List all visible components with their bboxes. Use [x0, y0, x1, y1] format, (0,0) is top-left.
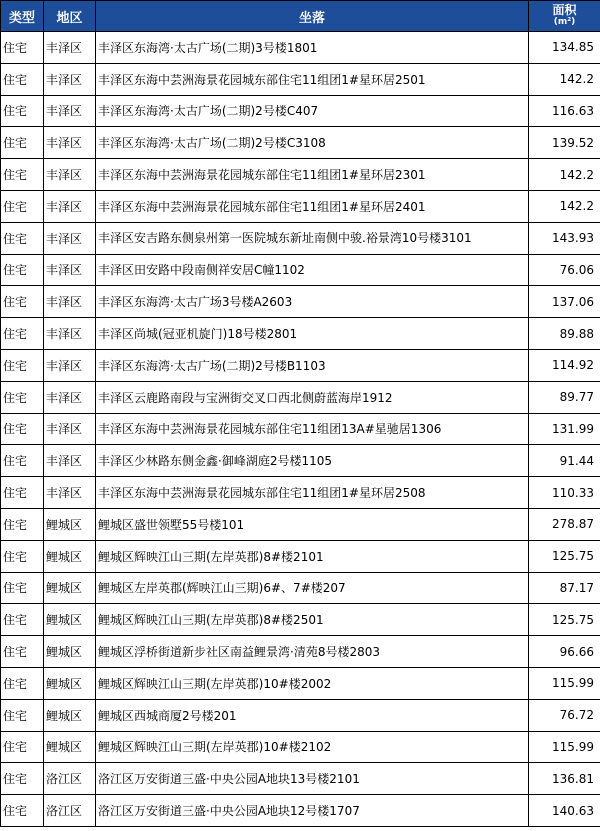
cell-size: 136.81	[529, 763, 600, 795]
cell-location: 丰泽区东海中芸洲海景花园城东部住宅11组团13A#星驰居1306	[96, 413, 529, 445]
table-row	[1, 318, 600, 350]
header-location: 坐落	[96, 1, 529, 32]
table-row	[1, 508, 600, 540]
cell-size: 139.52	[529, 127, 600, 159]
header-size-unit: (m²)	[553, 17, 576, 27]
cell-type: 住宅	[1, 477, 44, 509]
table-row	[1, 731, 600, 763]
cell-location: 鲤城区盛世领墅55号楼101	[96, 508, 529, 540]
cell-type: 住宅	[1, 95, 44, 127]
cell-area: 鲤城区	[44, 699, 96, 731]
table-row	[1, 63, 600, 95]
cell-type: 住宅	[1, 763, 44, 795]
cell-type: 住宅	[1, 381, 44, 413]
cell-type: 住宅	[1, 667, 44, 699]
table-row	[1, 604, 600, 636]
cell-size: 114.92	[529, 349, 600, 381]
cell-size: 91.44	[529, 445, 600, 477]
cell-type: 住宅	[1, 636, 44, 668]
cell-location: 丰泽区东海湾·太古广场(二期)2号楼B1103	[96, 349, 529, 381]
cell-size: 125.75	[529, 604, 600, 636]
cell-location: 丰泽区安吉路东侧泉州第一医院城东新址南侧中骏.裕景湾10号楼3101	[96, 222, 529, 254]
cell-area: 丰泽区	[44, 254, 96, 286]
cell-location: 丰泽区云鹿路南段与宝洲街交叉口西北侧蔚蓝海岸1912	[96, 381, 529, 413]
cell-area: 丰泽区	[44, 413, 96, 445]
header-area: 地区	[44, 1, 96, 32]
cell-size: 87.17	[529, 572, 600, 604]
cell-type: 住宅	[1, 254, 44, 286]
header-size	[529, 1, 600, 32]
table-row	[1, 667, 600, 699]
cell-area: 鲤城区	[44, 508, 96, 540]
cell-location: 鲤城区浮桥街道新步社区南益鲤景湾·清苑8号楼2803	[96, 636, 529, 668]
table-row	[1, 413, 600, 445]
cell-type: 住宅	[1, 32, 44, 64]
cell-type: 住宅	[1, 63, 44, 95]
cell-type: 住宅	[1, 795, 44, 827]
cell-location: 鲤城区辉映江山三期(左岸英郡)8#楼2501	[96, 604, 529, 636]
table-row	[1, 127, 600, 159]
cell-area: 鲤城区	[44, 604, 96, 636]
cell-area: 鲤城区	[44, 667, 96, 699]
cell-location: 丰泽区东海湾·太古广场(二期)2号楼C3108	[96, 127, 529, 159]
table-row	[1, 763, 600, 795]
cell-location: 丰泽区东海湾·太古广场(二期)2号楼C407	[96, 95, 529, 127]
cell-type: 住宅	[1, 604, 44, 636]
table-row	[1, 445, 600, 477]
cell-area: 丰泽区	[44, 159, 96, 191]
cell-area: 丰泽区	[44, 95, 96, 127]
cell-location: 丰泽区少林路东侧金鑫·御峰湖庭2号楼1105	[96, 445, 529, 477]
cell-area: 鲤城区	[44, 731, 96, 763]
table-row	[1, 477, 600, 509]
cell-area: 丰泽区	[44, 222, 96, 254]
cell-area: 丰泽区	[44, 318, 96, 350]
cell-size: 115.99	[529, 667, 600, 699]
cell-area: 丰泽区	[44, 32, 96, 64]
table-row	[1, 572, 600, 604]
table-row	[1, 254, 600, 286]
cell-area: 鲤城区	[44, 636, 96, 668]
cell-type: 住宅	[1, 318, 44, 350]
table-row	[1, 349, 600, 381]
cell-size: 89.88	[529, 318, 600, 350]
cell-size: 140.63	[529, 795, 600, 827]
cell-location: 丰泽区东海中芸洲海景花园城东部住宅11组团1#星环居2508	[96, 477, 529, 509]
table-row	[1, 286, 600, 318]
cell-size: 134.85	[529, 32, 600, 64]
cell-size: 143.93	[529, 222, 600, 254]
cell-size: 131.99	[529, 413, 600, 445]
cell-type: 住宅	[1, 445, 44, 477]
cell-location: 鲤城区辉映江山三期(左岸英郡)8#楼2101	[96, 540, 529, 572]
header-type: 类型	[1, 1, 44, 32]
cell-size: 76.06	[529, 254, 600, 286]
cell-location: 鲤城区辉映江山三期(左岸英郡)10#楼2102	[96, 731, 529, 763]
table-row	[1, 636, 600, 668]
cell-size: 76.72	[529, 699, 600, 731]
cell-area: 丰泽区	[44, 63, 96, 95]
cell-type: 住宅	[1, 349, 44, 381]
table-row	[1, 795, 600, 827]
table-header-row	[1, 1, 600, 32]
cell-area: 丰泽区	[44, 127, 96, 159]
cell-size: 110.33	[529, 477, 600, 509]
header-size-label: 面积	[552, 3, 577, 17]
cell-type: 住宅	[1, 127, 44, 159]
cell-area: 鲤城区	[44, 572, 96, 604]
table-row	[1, 159, 600, 191]
table-row	[1, 222, 600, 254]
cell-area: 洛江区	[44, 763, 96, 795]
cell-size: 278.87	[529, 508, 600, 540]
cell-area: 丰泽区	[44, 190, 96, 222]
cell-location: 鲤城区西城商厦2号楼201	[96, 699, 529, 731]
cell-type: 住宅	[1, 222, 44, 254]
cell-type: 住宅	[1, 572, 44, 604]
cell-type: 住宅	[1, 159, 44, 191]
cell-area: 鲤城区	[44, 540, 96, 572]
cell-area: 丰泽区	[44, 445, 96, 477]
table-row	[1, 381, 600, 413]
cell-location: 鲤城区左岸英郡(辉映江山三期)6#、7#楼207	[96, 572, 529, 604]
cell-type: 住宅	[1, 508, 44, 540]
cell-location: 丰泽区尚城(冠亚机旋门)18号楼2801	[96, 318, 529, 350]
cell-size: 116.63	[529, 95, 600, 127]
table-row	[1, 699, 600, 731]
cell-size: 142.2	[529, 190, 600, 222]
cell-location: 洛江区万安街道三盛·中央公园A地块13号楼2101	[96, 763, 529, 795]
cell-area: 洛江区	[44, 795, 96, 827]
cell-location: 丰泽区东海中芸洲海景花园城东部住宅11组团1#星环居2501	[96, 63, 529, 95]
cell-type: 住宅	[1, 413, 44, 445]
table-row	[1, 32, 600, 64]
cell-size: 142.2	[529, 63, 600, 95]
cell-location: 鲤城区辉映江山三期(左岸英郡)10#楼2002	[96, 667, 529, 699]
cell-size: 96.66	[529, 636, 600, 668]
cell-area: 丰泽区	[44, 349, 96, 381]
cell-location: 丰泽区东海湾·太古广场3号楼A2603	[96, 286, 529, 318]
cell-location: 丰泽区东海中芸洲海景花园城东部住宅11组团1#星环居2401	[96, 190, 529, 222]
table-row	[1, 540, 600, 572]
cell-area: 丰泽区	[44, 286, 96, 318]
cell-location: 丰泽区东海中芸洲海景花园城东部住宅11组团1#星环居2301	[96, 159, 529, 191]
table-row	[1, 95, 600, 127]
cell-size: 89.77	[529, 381, 600, 413]
cell-area: 丰泽区	[44, 381, 96, 413]
cell-location: 洛江区万安街道三盛·中央公园A地块12号楼1707	[96, 795, 529, 827]
cell-size: 125.75	[529, 540, 600, 572]
cell-location: 丰泽区田安路中段南侧祥安居C幢1102	[96, 254, 529, 286]
cell-size: 137.06	[529, 286, 600, 318]
table-row	[1, 190, 600, 222]
cell-area: 丰泽区	[44, 477, 96, 509]
cell-size: 142.2	[529, 159, 600, 191]
cell-type: 住宅	[1, 286, 44, 318]
cell-type: 住宅	[1, 731, 44, 763]
cell-type: 住宅	[1, 190, 44, 222]
cell-type: 住宅	[1, 540, 44, 572]
cell-type: 住宅	[1, 699, 44, 731]
cell-location: 丰泽区东海湾·太古广场(二期)3号楼1801	[96, 32, 529, 64]
cell-size: 115.99	[529, 731, 600, 763]
